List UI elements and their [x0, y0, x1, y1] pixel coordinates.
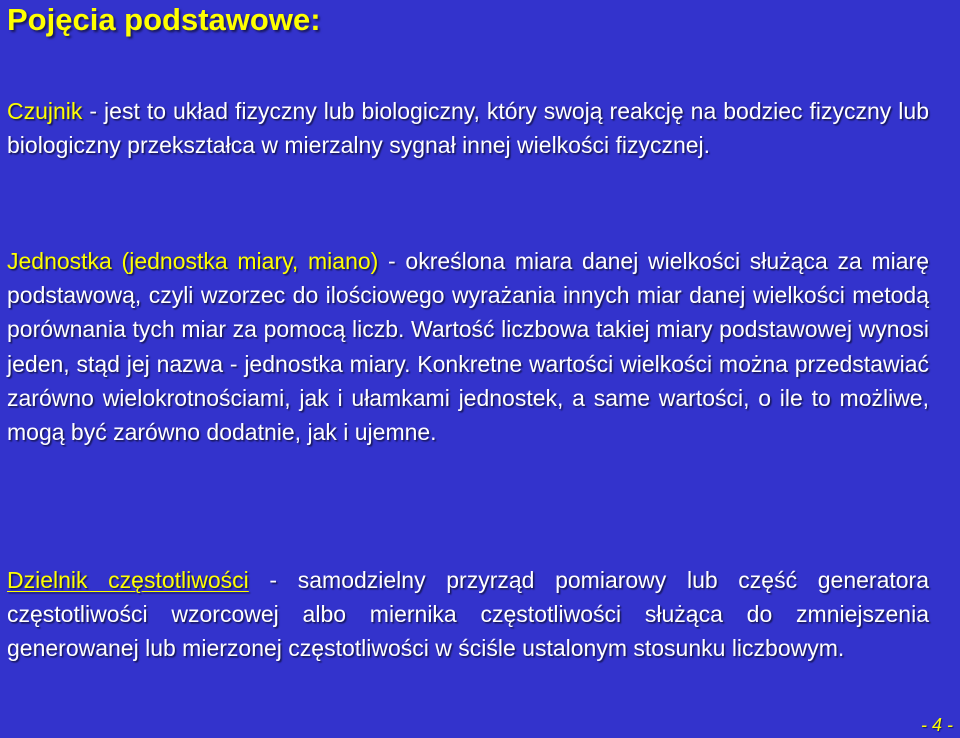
definition-frequency-divider	[7, 563, 929, 666]
page-title: Pojęcia podstawowe:	[7, 2, 321, 37]
definition-text-sensor: - jest to układ fizyczny lub biologiczny, który swoją reakcję na bodziec fizyczny lub biologiczny przekształca w mierzalny sygnał innej wielkości fizycznej.	[7, 98, 929, 159]
term-frequency-divider: Dzielnik częstotliwości	[7, 567, 249, 593]
definition-unit	[7, 244, 929, 449]
page-number: - 4 -	[920, 715, 953, 735]
definition-text-frequency-divider: - samodzielny przyrząd pomiarowy lub część generatora częstotliwości wzorcowej albo miernika częstotliwości służąca do zmniejszenia generowanej lub mierzonej częstotliwości w ściśle ustalonym stosunku liczbowym.	[7, 567, 929, 662]
term-unit: Jednostka (jednostka miary, miano)	[7, 248, 379, 274]
term-sensor: Czujnik	[7, 98, 83, 124]
definition-sensor	[7, 94, 929, 162]
definition-text-unit: - określona miara danej wielkości służąca za miarę podstawową, czyli wzorzec do ilościowego wyrażania innych miar danej wielkości metodą porównania tych miar za pomocą liczb. Wartość liczbowa takiej miary podstawowej wynosi jeden, stąd jej nazwa - jednostka miary. Konkretne wartości wielkości można przedstawiać zarówno wielokrotnościami, jak i ułamkami jednostek, a same wartości, o ile to możliwe, mogą być zarówno dodatnie, jak i ujemne.	[7, 248, 929, 446]
